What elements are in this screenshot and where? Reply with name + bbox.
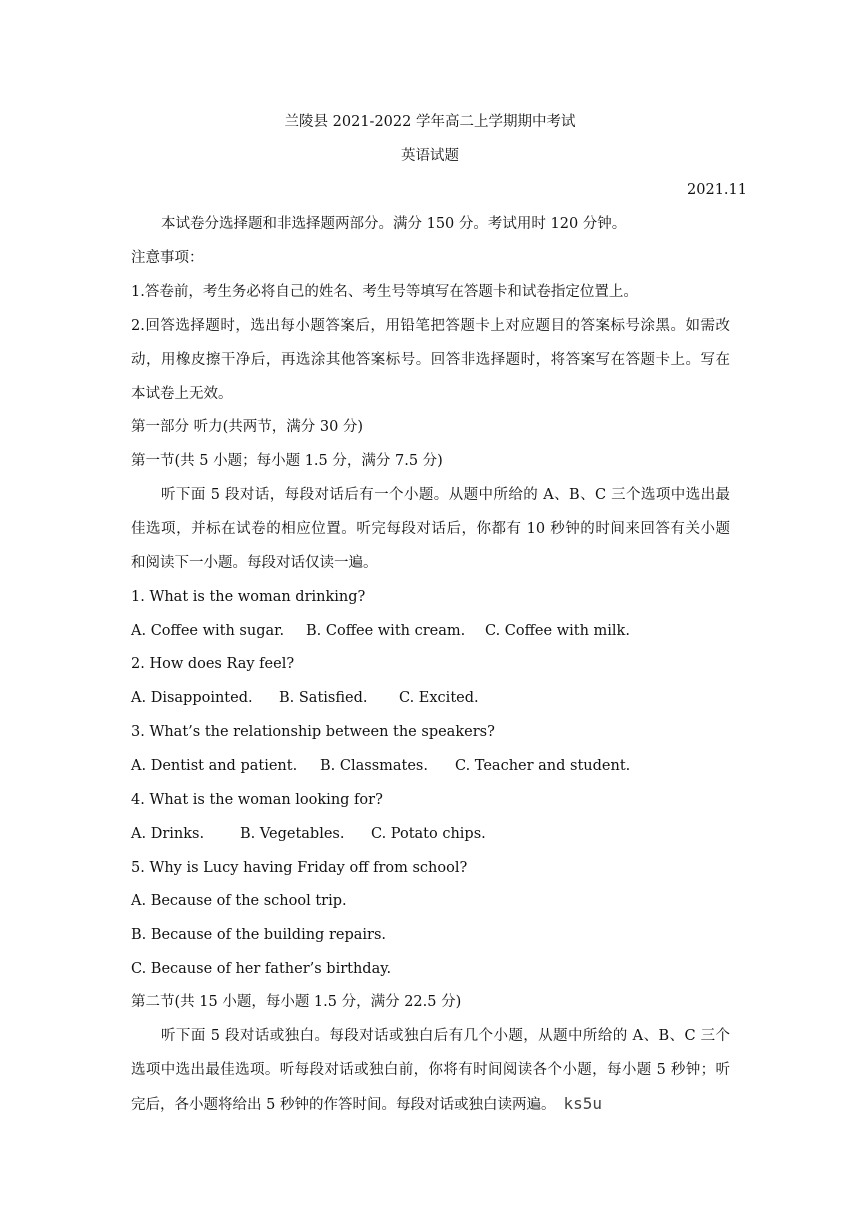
intro-text: 本试卷分选择题和非选择题两部分。满分 150 分。考试用时 120 分钟。	[161, 216, 627, 232]
option-b: B. Coffee with cream.	[306, 623, 466, 639]
section2-instructions-line: 听下面 5 段对话或独白。每段对话或独白后有几个小题，从题中所给的 A、B、C 三个	[161, 1028, 730, 1044]
notice-item-2-line: 本试卷上无效。	[131, 386, 233, 402]
option-c: C. Teacher and student.	[455, 758, 631, 774]
option-c: C. Excited.	[399, 690, 479, 706]
question-stem: 1. What is the woman drinking?	[131, 589, 366, 605]
section2-instructions-last	[131, 1094, 602, 1115]
option-a: A. Coffee with sugar.	[131, 623, 285, 639]
question-stem: 3. What’s the relationship between the speakers?	[131, 724, 495, 740]
option-b: B. Satisfied.	[279, 690, 368, 706]
section2-instructions-line: 完后，各小题将给出 5 秒钟的作答时间。每段对话或独白读两遍。	[131, 1097, 556, 1113]
option-b: B. Vegetables.	[240, 826, 345, 842]
question-stem: 4. What is the woman looking for?	[131, 792, 383, 808]
section1-instructions-line: 和阅读下一小题。每段对话仅读一遍。	[131, 555, 378, 571]
exam-date: 2021.11	[687, 182, 747, 198]
option-a: A. Dentist and patient.	[131, 758, 298, 774]
part1-heading: 第一部分 听力(共两节，满分 30 分)	[131, 419, 364, 435]
notice-heading: 注意事项：	[131, 250, 204, 266]
question-stem: 5. Why is Lucy having Friday off from school?	[131, 860, 468, 876]
option-b: B. Classmates.	[320, 758, 428, 774]
question-stem: 2. How does Ray feel?	[131, 656, 295, 672]
section1-instructions-line: 听下面 5 段对话，每段对话后有一个小题。从题中所给的 A、B、C 三个选项中选出最	[161, 487, 730, 503]
option-c: C. Potato chips.	[371, 826, 486, 842]
exam-title: 兰陵县 2021-2022 学年高二上学期期中考试	[284, 114, 576, 130]
option-a: A. Drinks.	[131, 826, 205, 842]
notice-item-2-line: 动，用橡皮擦干净后，再选涂其他答案标号。回答非选择题时，将答案写在答题卡上。写在	[131, 352, 730, 368]
section2-instructions-line: 选项中选出最佳选项。听每段对话或独白前，你将有时间阅读各个小题，每小题 5 秒钟；听	[131, 1062, 730, 1078]
option-c: C. Coffee with milk.	[485, 623, 630, 639]
option-a: A. Because of the school trip.	[131, 893, 347, 909]
option-a: A. Disappointed.	[131, 690, 253, 706]
section2-heading: 第二节(共 15 小题，每小题 1.5 分，满分 22.5 分)	[131, 994, 462, 1010]
exam-subject: 英语试题	[401, 148, 459, 164]
option-c: C. Because of her father’s birthday.	[131, 961, 392, 977]
section1-heading: 第一节(共 5 小题；每小题 1.5 分，满分 7.5 分)	[131, 453, 443, 469]
watermark-text: ks5u	[563, 1094, 602, 1113]
section1-instructions-line: 佳选项，并标在试卷的相应位置。听完每段对话后，你都有 10 秒钟的时间来回答有关小题	[131, 521, 730, 537]
notice-item-1: 1.答卷前，考生务必将自己的姓名、考生号等填写在答题卡和试卷指定位置上。	[131, 284, 638, 300]
option-b: B. Because of the building repairs.	[131, 927, 387, 943]
notice-item-2-line: 2.回答选择题时，选出每小题答案后，用铅笔把答题卡上对应题目的答案标号涂黑。如需改	[131, 318, 730, 334]
